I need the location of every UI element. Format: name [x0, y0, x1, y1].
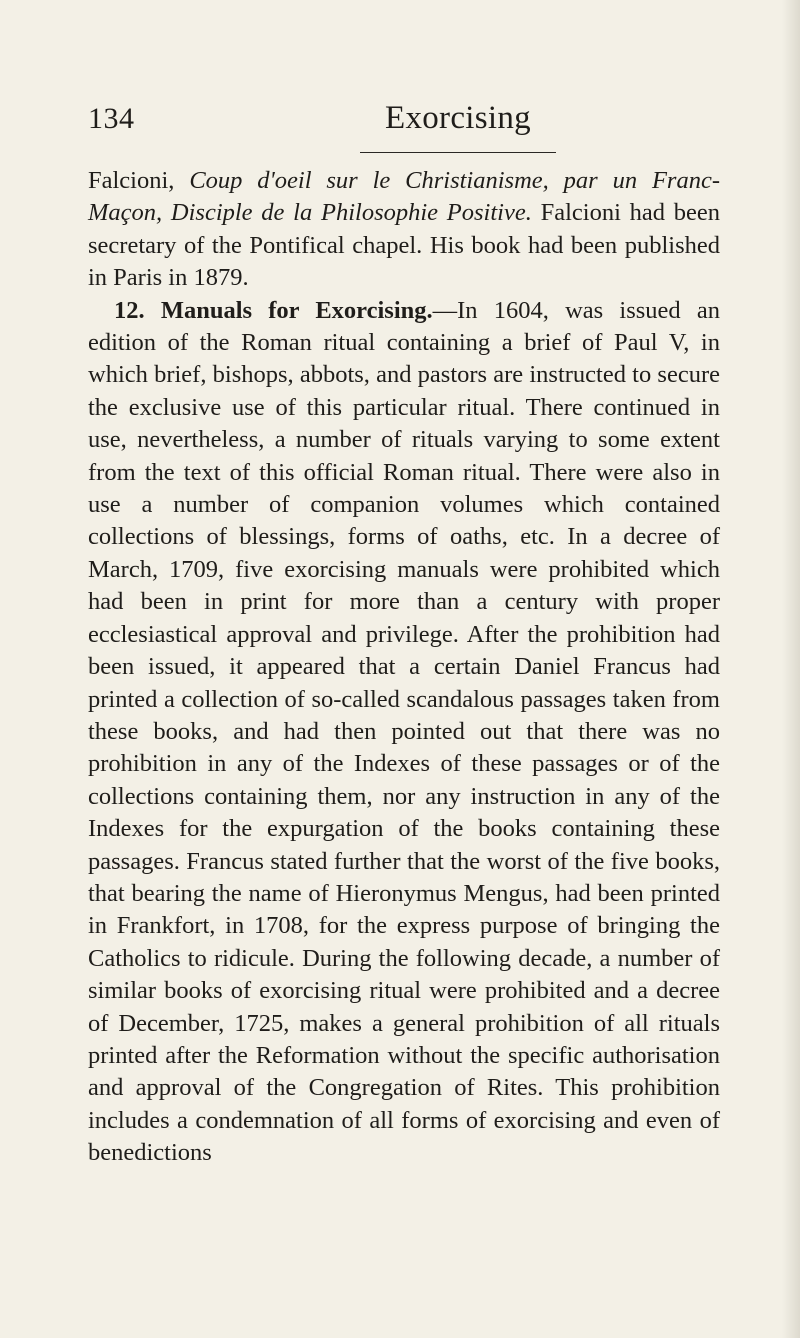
- section-text: —In 1604, was issued an edition of the Roman ritual containing a brief of Paul V, in which brief, bishops, abbots, and pastors are instructed to secure the exclusive use of this particular ritual. There continued in use, nevertheless, a number of rituals varying to some extent from the text of this official Roman ritual. There were also in use a number of companion volumes which contained collections of blessings, forms of oaths, etc. In a decree of March, 1709, five exorcising manuals were prohibited which had been in print for more than a century with proper ecclesiastical approval and privilege. After the prohibition had been issued, it appeared that a certain Daniel Francus had printed a collection of so-called scandalous passages taken from these books, and had then pointed out that there was no prohibition in any of the Indexes of these passages or of the collections containing them, nor any instruction in any of the Indexes for the expurgation of the books containing these passages. Francus stated further that the worst of the five books, that bearing the name of Hieronymus Mengus, had been printed in Frankfort, in 1708, for the express purpose of bringing the Catholics to ridicule. During the following decade, a number of similar books of exorcising ritual were prohibited and a decree of December, 1725, makes a general prohibition of all rituals printed after the Reformation without the specific authorisation and approval of the Congregation of Rites. This prohibition includes a condemnation of all forms of exorcising and even of benedictions: [88, 296, 721, 1167]
- header-rule: [360, 152, 556, 153]
- page-edge-shadow: [782, 0, 800, 1338]
- running-title: Exorcising: [385, 100, 531, 136]
- paragraph-lead: Falcioni,: [88, 167, 190, 194]
- page-number: 134: [88, 102, 135, 135]
- body-text: [88, 165, 720, 1170]
- paragraph-rest: Falcioni had been secretary of the Pontifical chapel. His book had been published in Paris in 1879.: [88, 199, 720, 292]
- section-title: Manuals for Exorcising.: [160, 296, 433, 324]
- book-title: Coup d'oeil sur le Christianisme, par un Franc-Maçon, Disciple de la Philosophie Positive.: [88, 167, 720, 227]
- paragraph-falcioni: [88, 165, 720, 295]
- paragraph-manuals: [88, 295, 720, 1170]
- page-header: [0, 100, 800, 140]
- section-number: 12.: [114, 296, 145, 324]
